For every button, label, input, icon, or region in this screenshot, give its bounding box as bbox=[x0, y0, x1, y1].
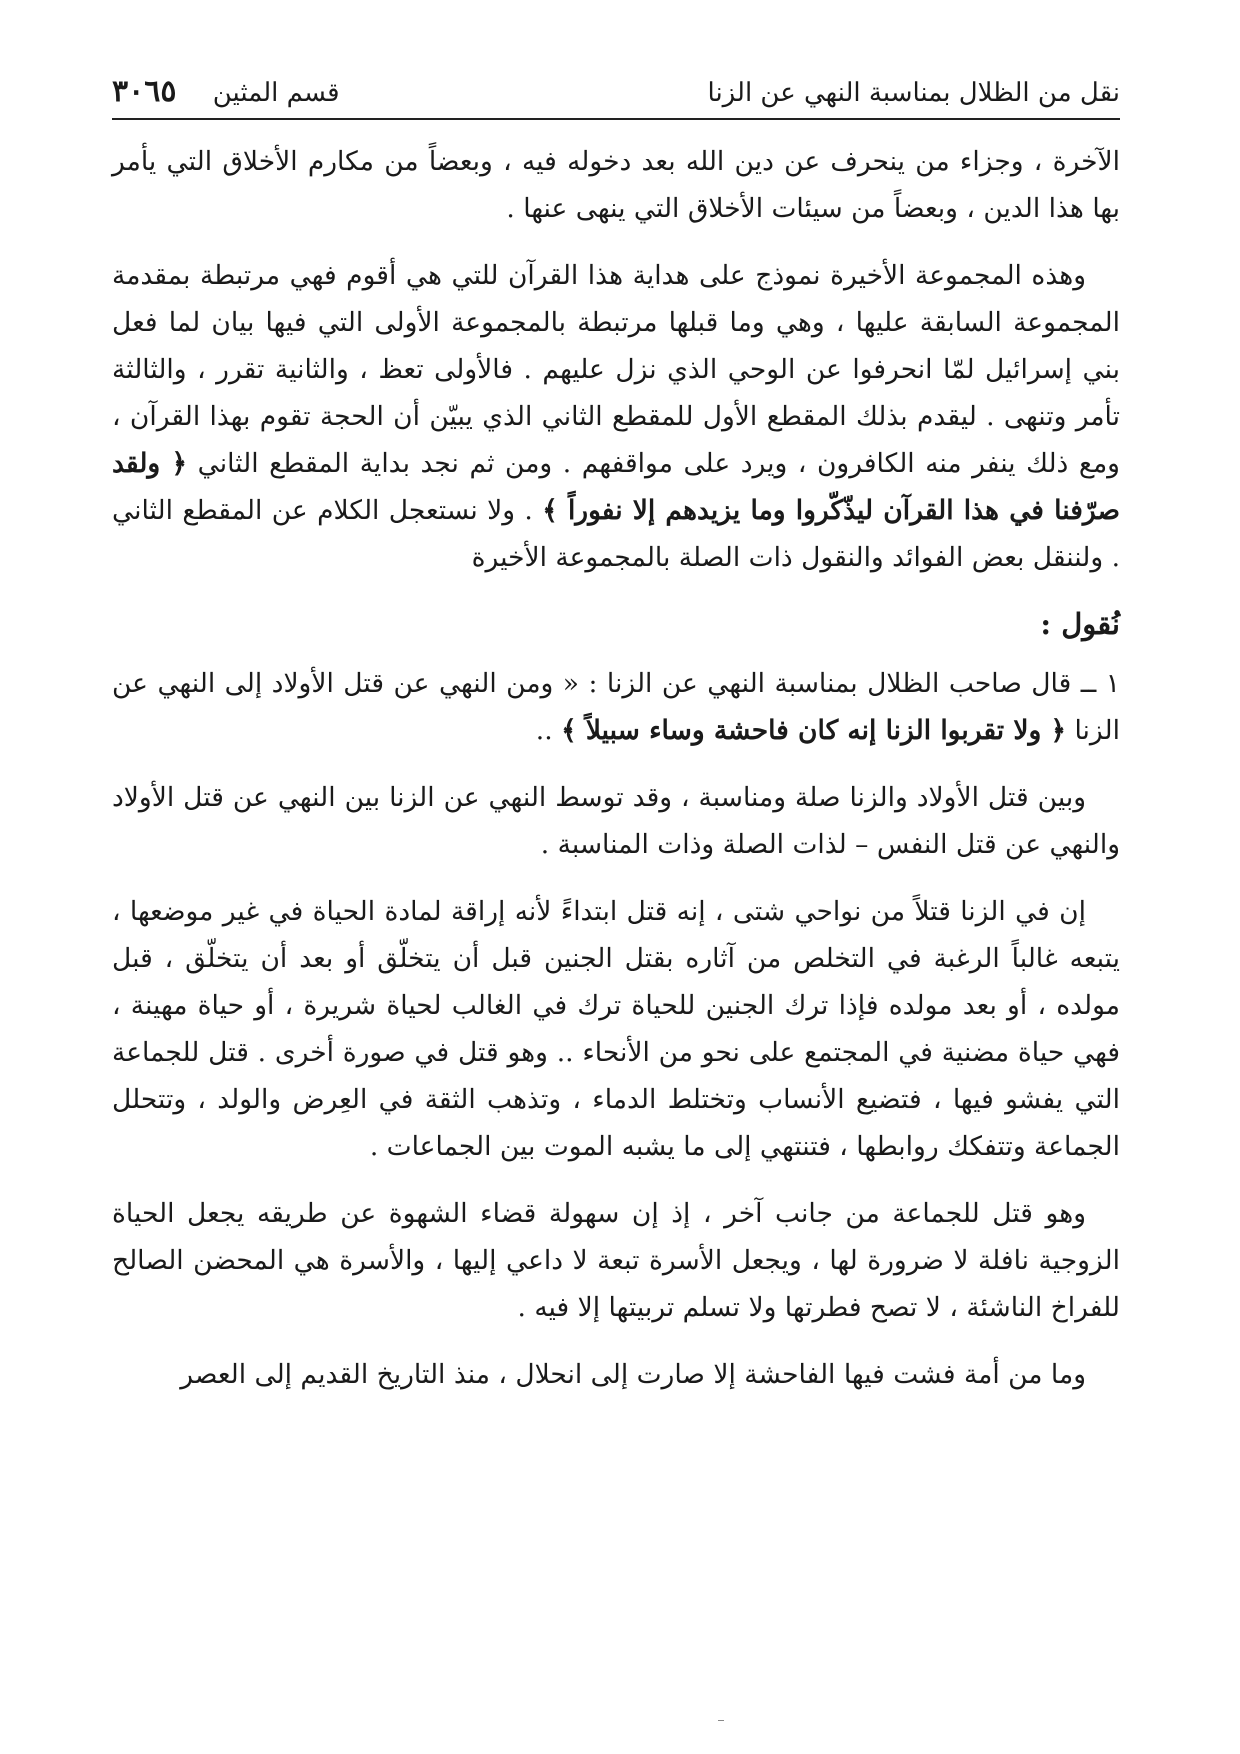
section-heading: نُقول : bbox=[1040, 607, 1120, 641]
quran-verse: ﴿ ولا تقربوا الزنا إنه كان فاحشة وساء سبيلاً ﴾ bbox=[561, 715, 1067, 746]
section-label: قسم المثين bbox=[212, 78, 340, 108]
paragraph-group-overview bbox=[112, 252, 1120, 581]
quran-verse: ﴿ ولقد صرّفنا في هذا القرآن ليذّكّروا وما يزيدهم إلا نفوراً ﴾ bbox=[112, 448, 1120, 526]
paragraph: وهو قتل للجماعة من جانب آخر ، إذ إن سهولة قضاء الشهوة عن طريقه يجعل الحياة الزوجية نافلة لا ضرورة لها ، ويجعل الأسرة تبعة لا داعي إليها ، والأسرة هي المحضن الصالح للفراخ الناشئة ، لا تصح فطرتها ولا تسلم تربيتها إلا فيه . bbox=[112, 1198, 1120, 1323]
paragraph: وبين قتل الأولاد والزنا صلة ومناسبة ، وقد توسط النهي عن الزنا بين النهي عن قتل الأولاد والنهي عن قتل النفس – لذات الصلة وذات المناسبة . bbox=[112, 782, 1120, 860]
running-header bbox=[112, 70, 1120, 120]
paragraph-continuation bbox=[112, 138, 1120, 232]
running-title: نقل من الظلال بمناسبة النهي عن الزنا bbox=[707, 78, 1120, 108]
paragraph: إن في الزنا قتلاً من نواحي شتى ، إنه قتل ابتداءً لأنه إراقة لمادة الحياة في غير موضعها ، يتبعه غالباً الرغبة في التخلص من آثاره بقتل الجنين قبل أن يتخلّق أو بعد أن يتخلّق ، قبل مولده ، أو بعد مولده فإذا ترك الجنين للحياة ترك في الغالب لحياة شريرة ، أو حياة مهينة ، فهي حياة مضنية في المجتمع على نحو من الأنحاء .. وهو قتل في صورة أخرى . قتل للجماعة التي يفشو فيها ، فتضيع الأنساب وتختلط الدماء ، وتذهب الثقة في العِرض والولد ، وتتحلل الجماعة وتتفكك روابطها ، فتنتهي إلى ما يشبه الموت بين الجماعات . bbox=[112, 896, 1120, 1162]
page bbox=[112, 70, 1120, 1720]
body-text bbox=[112, 138, 1120, 1398]
paragraph-text: الآخرة ، وجزاء من ينحرف عن دين الله بعد دخوله فيه ، وبعضاً من مكارم الأخلاق التي يأمر بها هذا الدين ، وبعضاً من سيئات الأخلاق التي ينهى عنها . bbox=[112, 146, 1120, 224]
paragraph: وما من أمة فشت فيها الفاحشة إلا صارت إلى انحلال ، منذ التاريخ القديم إلى العصر bbox=[180, 1359, 1086, 1390]
page-number: ٣٠٦٥ bbox=[112, 74, 177, 109]
scan-mark bbox=[718, 1720, 724, 1721]
list-item-1 bbox=[112, 660, 1120, 754]
paragraph-text-after: . ولا نستعجل الكلام عن المقطع الثاني . ولننقل بعض الفوائد والنقول ذات الصلة بالمجموعة الأخيرة bbox=[112, 495, 1120, 573]
paragraph-text: وهذه المجموعة الأخيرة نموذج على هداية هذا القرآن للتي هي أقوم فهي مرتبطة بمقدمة المجموعة السابقة عليها ، وهي وما قبلها مرتبطة بالمجموعة الأولى التي فيها بيان لما فعل بني إسرائيل لمّا انحرفوا عن الوحي الذي نزل عليهم . فالأولى تعظ ، والثانية تقرر ، والثالثة تأمر وتنهى . ليقدم بذلك المقطع الأول للمقطع الثاني الذي يبيّن أن الحجة تقوم بهذا القرآن ، ومع ذلك ينفر منه الكافرون ، ويرد على مواقفهم . ومن ثم نجد بداية المقطع الثاني bbox=[112, 260, 1120, 479]
item-text: ١ ــ قال صاحب الظلال بمناسبة النهي عن الزنا : « ومن النهي عن قتل الأولاد إلى النهي عن الزنا bbox=[112, 668, 1120, 746]
header-left bbox=[112, 74, 340, 109]
item-text-after: .. bbox=[535, 715, 553, 746]
